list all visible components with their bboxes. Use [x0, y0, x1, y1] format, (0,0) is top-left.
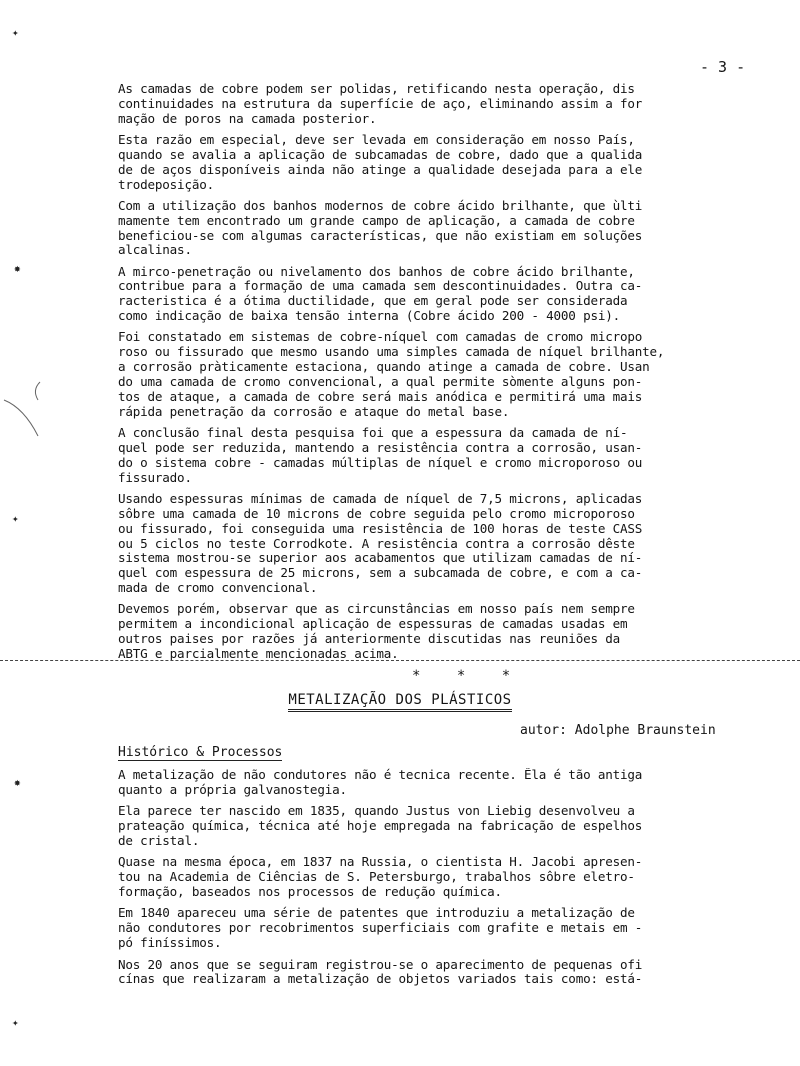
- text-line: outros paises por razões já anteriormente discutidas nas reuniões da: [118, 632, 620, 647]
- text-line: rápida penetração da corrosão e ataque do metal base.: [118, 404, 510, 419]
- text-line: quel pode ser reduzida, mantendo a resistência contra a corrosão, usan-: [118, 440, 643, 455]
- text-line: Com a utilização dos banhos modernos de cobre ácido brilhante, que ùlti: [118, 198, 643, 213]
- text-line: alcalinas.: [118, 243, 192, 258]
- text-line: A mirco-penetração ou nivelamento dos banhos de cobre ácido brilhante,: [118, 264, 635, 279]
- text-line: fissurado.: [118, 470, 192, 485]
- text-line: contribue para a formação de uma camada sem descontinuidades. Outra ca-: [118, 279, 643, 294]
- paragraph: [118, 265, 746, 325]
- text-line: prateação química, técnica até hoje empregada na fabricação de espelhos: [118, 819, 643, 834]
- upper-text: [118, 82, 746, 662]
- separator-stars: * * *: [412, 668, 525, 684]
- text-line: beneficiou-se com algumas características, que não existiam em soluções: [118, 228, 643, 243]
- text-line: Devemos porém, observar que as circunstâncias em nosso país nem sempre: [118, 602, 635, 617]
- text-line: tou na Academia de Ciências de S. Petersburgo, trabalhos sôbre eletro-: [118, 870, 635, 885]
- text-line: As camadas de cobre podem ser polidas, retificando nesta operação, dis: [118, 82, 635, 96]
- text-line: quanto a própria galvanostegia.: [118, 782, 347, 797]
- margin-speck: ✦: [12, 512, 19, 525]
- paragraph: [118, 768, 746, 798]
- text-line: ou 5 ciclos no teste Corrodkote. A resistência contra a corrosão dêste: [118, 536, 635, 551]
- text-line: mamente tem encontrado um grande campo de aplicação, a camada de cobre: [118, 213, 635, 228]
- text-line: do o sistema cobre - camadas múltiplas de níquel e cromo microporoso ou: [118, 455, 643, 470]
- text-line: sistema mostrou-se superior aos acabamentos que utilizam camadas de ní-: [118, 551, 643, 566]
- text-line: formação, baseados nos processos de redução química.: [118, 885, 502, 900]
- text-line: continuidades na estrutura da superfície de aço, eliminando assim a for: [118, 96, 643, 111]
- text-line: racteristica é a ótima ductilidade, que em geral pode ser considerada: [118, 294, 628, 309]
- section-heading: [118, 745, 282, 760]
- margin-speck: ✦: [12, 26, 19, 39]
- paragraph: [118, 82, 746, 127]
- text-line: de cristal.: [118, 834, 200, 849]
- paragraph: [118, 804, 746, 849]
- text-line: A conclusão final desta pesquisa foi que a espessura da camada de ní-: [118, 425, 628, 440]
- article-title-text: METALIZAÇÃO DOS PLÁSTICOS: [288, 692, 511, 712]
- dashed-divider: [0, 660, 800, 661]
- text-line: Nos 20 anos que se seguiram registrou-se o aparecimento de pequenas ofi: [118, 957, 643, 972]
- text-line: não condutores por recobrimentos superficiais com grafite e metais em -: [118, 921, 643, 936]
- paragraph: [118, 906, 746, 951]
- text-line: do uma camada de cromo convencional, a qual permite sòmente alguns pon-: [118, 375, 643, 390]
- text-line: Quase na mesma época, em 1837 na Russia, o cientista H. Jacobi apresen-: [118, 855, 643, 870]
- text-line: como indicação de baixa tensão interna (Cobre ácido 200 - 4000 psi).: [118, 309, 620, 324]
- page-number: - 3 -: [700, 58, 746, 76]
- text-line: mada de cromo convencional.: [118, 581, 318, 596]
- text-line: ou fissurado, foi conseguida uma resistência de 100 horas de teste CASS: [118, 521, 643, 536]
- text-line: Usando espessuras mínimas de camada de níquel de 7,5 microns, aplicadas: [118, 491, 643, 506]
- paragraph: [118, 855, 746, 900]
- text-line: Em 1840 apareceu uma série de patentes que introduziu a metalização de: [118, 906, 635, 921]
- margin-scratch: [0, 370, 70, 440]
- section-heading-text: Histórico & Processos: [118, 745, 283, 760]
- text-line: mação de poros na camada posterior.: [118, 111, 377, 126]
- text-line: quando se avalia a aplicação de subcamadas de cobre, dado que a qualida: [118, 147, 643, 162]
- article-title: [0, 692, 800, 708]
- paragraph: [118, 602, 746, 662]
- text-line: cínas que realizaram a metalização de objetos variados tais como: está-: [118, 972, 643, 987]
- paragraph: [118, 958, 746, 988]
- text-line: A metalização de não condutores não é tecnica recente. Êla é tão antiga: [118, 768, 643, 782]
- lower-text: [118, 768, 746, 987]
- paragraph: [118, 133, 746, 193]
- text-line: tos de ataque, a camada de cobre será mais anódica e permitirá uma mais: [118, 389, 643, 404]
- text-line: Esta razão em especial, deve ser levada em consideração em nosso País,: [118, 132, 635, 147]
- paragraph: [118, 199, 746, 259]
- text-line: Foi constatado em sistemas de cobre-níquel com camadas de cromo micropo: [118, 330, 643, 345]
- paragraph: [118, 330, 746, 419]
- text-line: permitem a incondicional aplicação de espessuras de camadas usadas em: [118, 617, 628, 632]
- margin-speck: ✸: [14, 776, 21, 789]
- text-line: a corrosão pràticamente estaciona, quando atinge a camada de cobre. Usan: [118, 360, 650, 375]
- paragraph: [118, 426, 746, 486]
- text-line: pó finíssimos.: [118, 936, 222, 951]
- text-line: roso ou fissurado que mesmo usando uma simples camada de níquel brilhante,: [118, 345, 665, 360]
- text-line: ABTG e parcialmente mencionadas acima.: [118, 647, 399, 662]
- text-line: de de aços disponíveis ainda não atinge a qualidade desejada para a ele: [118, 162, 643, 177]
- margin-speck: ✸: [14, 262, 21, 275]
- text-line: sôbre uma camada de 10 microns de cobre seguida pelo cromo microporoso: [118, 506, 635, 521]
- text-line: quel com espessura de 25 microns, sem a subcamada de cobre, e com a ca-: [118, 566, 643, 581]
- article-author: autor: Adolphe Braunstein: [520, 723, 716, 738]
- margin-speck: ✦: [12, 1016, 19, 1029]
- text-line: trodeposição.: [118, 177, 214, 192]
- text-line: Ela parece ter nascido em 1835, quando Justus von Liebig desenvolveu a: [118, 804, 635, 819]
- paragraph: [118, 492, 746, 596]
